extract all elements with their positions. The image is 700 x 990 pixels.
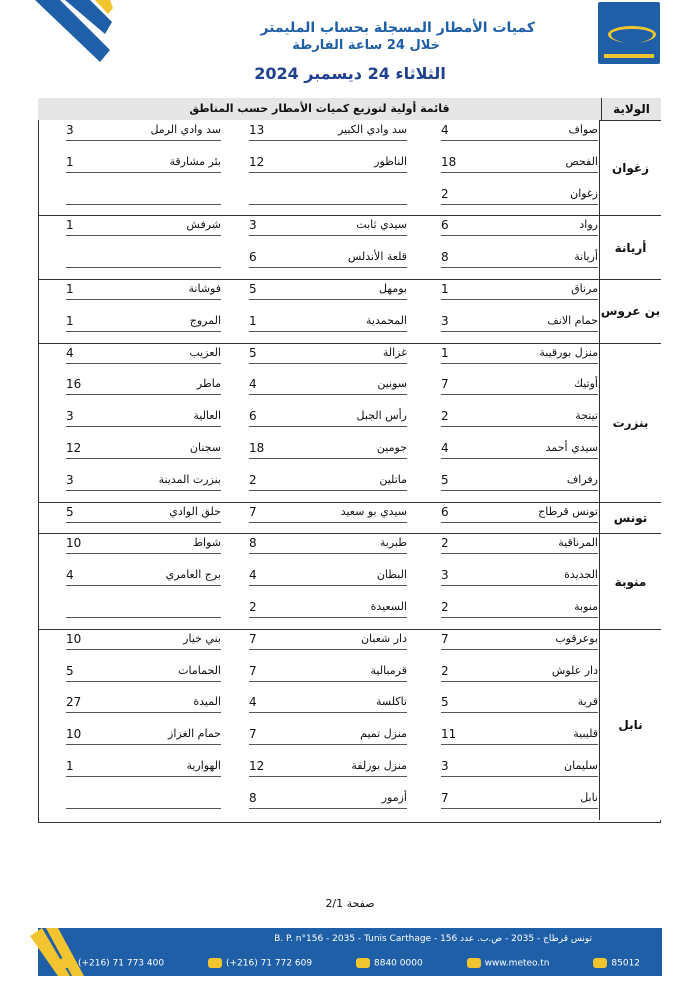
station-name: المحمدية <box>366 313 407 327</box>
rain-amount: 3 <box>66 123 74 137</box>
cell-underline <box>66 458 221 459</box>
group-divider <box>38 343 600 344</box>
cell-underline <box>66 490 221 491</box>
decorative-stripes <box>0 0 120 70</box>
cell-underline <box>66 744 221 745</box>
station-name: تونس قرطاج <box>538 504 598 518</box>
rain-amount: 8 <box>249 536 257 551</box>
cell-underline <box>66 172 221 173</box>
station-name: سد وادي الكبير <box>337 123 407 136</box>
rain-amount: 10 <box>66 536 82 551</box>
cell-underline <box>441 617 598 618</box>
governorate-label: نابل <box>599 629 661 820</box>
station-name: غزالة <box>382 345 407 359</box>
rain-amount: 2 <box>441 536 449 551</box>
station-name: العزيب <box>189 345 221 359</box>
rain-amount: 5 <box>66 504 74 519</box>
station-name: منوبة <box>574 600 598 613</box>
rain-amount: 2 <box>441 186 449 201</box>
governorate-label: بن عروس <box>599 279 661 343</box>
rain-amount: 10 <box>66 727 82 742</box>
station-name: برج العامري <box>165 568 221 582</box>
rain-amount: 4 <box>66 345 74 360</box>
station-name: قليبية <box>573 727 598 741</box>
cell-underline <box>249 553 407 554</box>
header-main: قائمة أولية لتوزيع كميات الأمطار حسب المناطق <box>38 98 601 120</box>
footer-web[interactable]: www.meteo.tn <box>467 958 550 969</box>
page-number: صفحة 2/1 <box>325 897 375 910</box>
cell-underline <box>441 267 598 268</box>
station-name: رواد <box>579 218 598 232</box>
station-name: بني خيار <box>183 631 221 645</box>
rain-amount: 6 <box>249 409 257 424</box>
rainfall-table <box>38 98 661 823</box>
station-name: منزل بوزلفة <box>351 759 407 772</box>
station-name: سليمان <box>564 759 598 772</box>
rain-amount: 1 <box>66 313 74 328</box>
cell-underline <box>249 235 407 236</box>
cell-underline <box>249 458 407 459</box>
rain-amount: 2 <box>441 663 449 678</box>
cell-underline <box>249 712 407 713</box>
footer-bar <box>38 928 662 976</box>
station-name: جومين <box>376 441 407 454</box>
station-name: بومهل <box>378 282 407 295</box>
station-name: دار شعبان <box>360 631 407 645</box>
rain-amount: 2 <box>441 409 449 424</box>
station-name: شرفش <box>186 218 221 232</box>
cell-underline <box>441 712 598 713</box>
rain-amount: 18 <box>249 441 265 455</box>
cell-underline <box>441 681 598 682</box>
station-name: شواط <box>192 536 221 550</box>
cell-underline <box>66 585 221 586</box>
rain-amount: 12 <box>249 759 265 773</box>
rain-amount: 4 <box>441 123 449 137</box>
rain-amount: 5 <box>441 472 449 487</box>
report-title: كميات الأمطار المسجلة بحساب المليمتر <box>260 20 535 36</box>
cell-underline <box>249 204 407 205</box>
cell-underline <box>249 649 407 650</box>
cell-underline <box>441 140 598 141</box>
cell-underline <box>441 744 598 745</box>
hotline-icon <box>356 958 370 968</box>
rain-amount: 3 <box>441 568 449 583</box>
cell-underline <box>441 490 598 491</box>
header-wilaya: الولاية <box>601 98 661 120</box>
station-name: تينجة <box>575 409 598 423</box>
station-name: البطان <box>376 568 407 582</box>
cell-underline <box>66 235 221 236</box>
cell-underline <box>441 299 598 300</box>
rain-amount: 5 <box>249 345 257 360</box>
station-name: قلعة الأندلس <box>347 250 407 264</box>
rain-amount: 4 <box>66 568 74 583</box>
rain-amount: 7 <box>441 377 449 392</box>
governorate-label: بنزرت <box>599 343 661 502</box>
station-name: ماطر <box>196 377 221 391</box>
rain-amount: 2 <box>249 472 257 487</box>
station-name: بئر مشارقة <box>169 154 221 168</box>
cell-underline <box>441 235 598 236</box>
cell-underline <box>249 585 407 586</box>
station-name: الناظور <box>374 154 407 168</box>
station-name: بوعرقوب <box>555 631 598 645</box>
rain-amount: 5 <box>66 663 74 678</box>
cell-underline <box>249 426 407 427</box>
group-divider <box>38 533 600 534</box>
cell-underline <box>66 394 221 395</box>
cell-underline <box>441 331 598 332</box>
cell-underline <box>249 394 407 395</box>
rain-amount: 3 <box>441 313 449 328</box>
footer-phone-3: 8840 0000 <box>356 958 423 969</box>
cell-underline <box>249 681 407 682</box>
cell-underline <box>66 299 221 300</box>
rain-amount: 12 <box>249 154 265 169</box>
rain-amount: 4 <box>249 695 257 710</box>
cell-underline <box>66 808 221 809</box>
station-name: منزل تميم <box>360 727 407 741</box>
station-name: بنزرت المدينة <box>158 472 221 486</box>
rain-amount: 8 <box>249 790 257 805</box>
cell-underline <box>441 585 598 586</box>
station-name: قرمبالية <box>370 663 407 677</box>
group-divider <box>38 502 600 503</box>
cell-underline <box>249 299 407 300</box>
station-name: مرناق <box>571 282 598 295</box>
cell-underline <box>66 617 221 618</box>
governorate-label: منوبة <box>599 533 661 628</box>
station-name: أزمور <box>381 790 407 804</box>
cell-underline <box>66 363 221 364</box>
station-name: صواف <box>568 123 598 136</box>
rain-amount: 11 <box>441 727 457 742</box>
rain-amount: 12 <box>66 441 82 455</box>
station-name: ماتلين <box>379 472 407 486</box>
cell-underline <box>249 776 407 777</box>
cell-underline <box>249 140 407 141</box>
station-name: رأس الجبل <box>356 409 407 423</box>
governorate-label: أريانة <box>599 215 661 279</box>
cell-underline <box>441 776 598 777</box>
rain-amount: 2 <box>249 600 257 614</box>
rain-amount: 7 <box>249 663 257 678</box>
cell-underline <box>441 363 598 364</box>
station-name: فوشانة <box>188 282 221 295</box>
station-name: رفراف <box>566 472 598 486</box>
rain-amount: 3 <box>441 759 449 773</box>
footer-phone-2: (+216) 71 772 609 <box>208 958 312 969</box>
station-name: حلق الوادي <box>169 504 221 518</box>
cell-underline <box>66 681 221 682</box>
cell-underline <box>66 331 221 332</box>
cell-underline <box>249 522 407 523</box>
station-name: سيدي ثابت <box>356 218 407 232</box>
cell-underline <box>441 172 598 173</box>
cell-underline <box>66 649 221 650</box>
station-name: العالية <box>193 409 221 423</box>
rain-amount: 7 <box>441 790 449 805</box>
group-divider <box>38 279 600 280</box>
footer-stripes <box>30 928 100 976</box>
cell-underline <box>249 363 407 364</box>
station-name: قربة <box>577 695 598 709</box>
sms-icon <box>593 958 607 968</box>
cell-underline <box>66 553 221 554</box>
rain-amount: 3 <box>66 472 74 487</box>
footer-address: B. P. n°156 - 2035 - Tunis Carthage - تونس قرطاج - 2035 - ص.ب. عدد 156 <box>274 934 592 944</box>
rain-amount: 1 <box>66 154 74 169</box>
station-name: زغوان <box>570 186 598 200</box>
cell-underline <box>441 394 598 395</box>
station-name: الهوارية <box>186 759 221 772</box>
rain-amount: 4 <box>249 377 257 392</box>
station-name: سونين <box>377 377 407 391</box>
station-name: سيدي بو سعيد <box>340 504 407 518</box>
rain-amount: 4 <box>249 568 257 583</box>
station-name: حمام الانف <box>547 313 598 327</box>
rain-amount: 7 <box>249 727 257 742</box>
station-name: حمام الغزاز <box>168 727 221 741</box>
rain-amount: 18 <box>441 154 457 169</box>
station-name: الحمامات <box>178 663 221 677</box>
cell-underline <box>66 712 221 713</box>
station-name: المروج <box>189 313 221 327</box>
cell-underline <box>249 744 407 745</box>
institute-logo <box>598 2 660 64</box>
station-name: الميدة <box>193 695 221 709</box>
station-name: منزل بورقيبة <box>539 345 598 359</box>
governorate-label: زغوان <box>599 120 661 215</box>
station-name: طبربة <box>379 536 407 550</box>
rain-amount: 16 <box>66 377 82 392</box>
cell-underline <box>249 808 407 809</box>
rain-amount: 6 <box>249 250 257 265</box>
rain-amount: 13 <box>249 123 265 137</box>
station-name: سد وادي الرمل <box>150 123 221 136</box>
rain-amount: 3 <box>249 218 257 233</box>
cell-underline <box>249 331 407 332</box>
cell-underline <box>66 140 221 141</box>
governorate-label: تونس <box>599 502 661 534</box>
cell-underline <box>441 204 598 205</box>
rain-amount: 2 <box>441 600 449 614</box>
rain-amount: 4 <box>441 441 449 455</box>
station-name: تاكلسة <box>375 695 407 709</box>
cell-underline <box>441 522 598 523</box>
rain-amount: 1 <box>66 282 74 296</box>
rain-amount: 1 <box>66 759 74 773</box>
rain-amount: 8 <box>441 250 449 265</box>
rain-amount: 6 <box>441 504 449 519</box>
station-name: سجنان <box>189 441 221 454</box>
rain-amount: 5 <box>249 282 257 296</box>
cell-underline <box>249 172 407 173</box>
rain-amount: 6 <box>441 218 449 233</box>
globe-icon <box>467 958 481 968</box>
rain-amount: 7 <box>249 631 257 646</box>
rain-amount: 1 <box>441 345 449 360</box>
report-subtitle: خلال 24 ساعة الفارطة <box>292 38 440 53</box>
cell-underline <box>249 617 407 618</box>
station-name: المرناقية <box>558 536 598 550</box>
cell-underline <box>66 426 221 427</box>
footer-phone-1: (+216) 71 773 400 <box>60 958 164 969</box>
cell-underline <box>66 522 221 523</box>
rain-amount: 1 <box>249 313 257 328</box>
station-name: نابل <box>580 790 598 804</box>
rain-amount: 1 <box>441 282 449 296</box>
cell-underline <box>66 776 221 777</box>
station-name: سيدي أحمد <box>545 441 598 454</box>
station-name: السعيدة <box>370 600 407 613</box>
cell-underline <box>441 808 598 809</box>
rain-amount: 5 <box>441 695 449 710</box>
cell-underline <box>66 267 221 268</box>
station-name: أريانة <box>574 250 598 264</box>
rain-amount: 1 <box>66 218 74 233</box>
cell-underline <box>441 553 598 554</box>
report-date: الثلاثاء 24 ديسمبر 2024 <box>254 64 446 83</box>
cell-underline <box>249 490 407 491</box>
footer-code: 85012 <box>593 958 640 969</box>
cell-underline <box>441 426 598 427</box>
group-divider <box>38 215 600 216</box>
rain-amount: 10 <box>66 631 82 646</box>
rain-amount: 27 <box>66 695 82 710</box>
rain-amount: 3 <box>66 409 74 424</box>
group-divider <box>38 629 600 630</box>
cell-underline <box>441 649 598 650</box>
cell-underline <box>249 267 407 268</box>
station-name: دار علوش <box>551 663 598 677</box>
station-name: الفحص <box>565 154 598 168</box>
fax-icon <box>208 958 222 968</box>
cell-underline <box>441 458 598 459</box>
rain-amount: 7 <box>249 504 257 519</box>
cell-underline <box>66 204 221 205</box>
station-name: أوتيك <box>573 377 598 391</box>
rain-amount: 7 <box>441 631 449 646</box>
station-name: الجديدة <box>564 568 598 582</box>
table-header <box>38 98 661 120</box>
